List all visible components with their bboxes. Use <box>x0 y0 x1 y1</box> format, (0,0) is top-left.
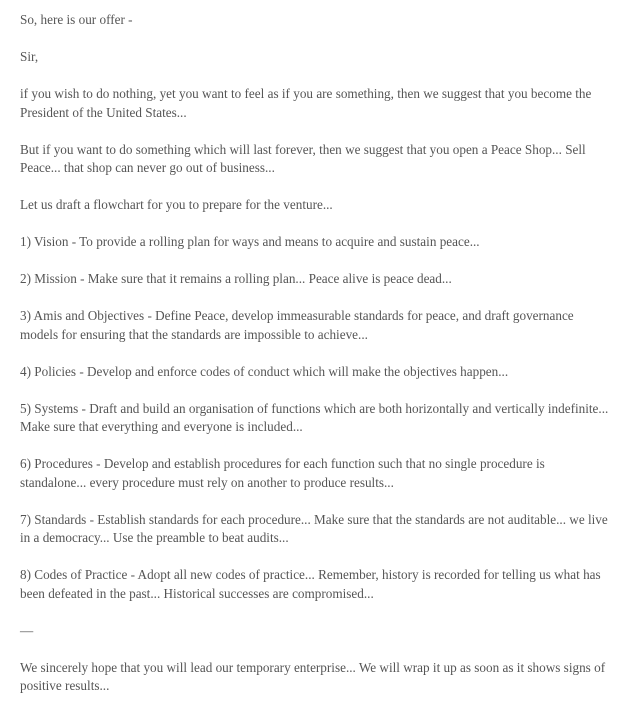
intro-line: So, here is our offer - <box>20 12 133 27</box>
salutation: Sir, <box>20 49 39 64</box>
list-item-mission: 2) Mission - Make sure that it remains a rolling plan... Peace alive is peace dead... <box>20 271 452 286</box>
closing-paragraph: We sincerely hope that you will lead our temporary enterprise... We will wrap it up as soon as it shows signs of positive results... <box>20 659 606 693</box>
paragraph-peace-shop: But if you want to do something which will last forever, then we suggest that you open a Peace Shop... Sell Peace... that shop can never go out of business... <box>20 141 586 175</box>
paragraph-flowchart: Let us draft a flowchart for you to prepare for the venture... <box>20 197 333 212</box>
list-item-standards: 7) Standards - Establish standards for each procedure... Make sure that the standards are not auditable... we live in a democracy... Use the preamble to beat audits... <box>20 511 608 545</box>
list-item-procedures: 6) Procedures - Develop and establish procedures for each function such that no single procedure is standalone... every procedure must rely on another to produce results... <box>20 456 545 490</box>
paragraph-president: if you wish to do nothing, yet you want to feel as if you are something, then we suggest that you become the President of the United States... <box>20 86 592 120</box>
list-item-codes-of-practice: 8) Codes of Practice - Adopt all new codes of practice... Remember, history is recorded for telling us what has been defeated in the past... Historical successes are compromised... <box>20 567 601 601</box>
list-item-vision: 1) Vision - To provide a rolling plan for ways and means to acquire and sustain peace... <box>20 234 480 249</box>
list-item-policies: 4) Policies - Develop and enforce codes of conduct which will make the objectives happen... <box>20 363 509 379</box>
list-item-systems: 5) Systems - Draft and build an organisation of functions which are both horizontally and vertically indefinite... Make sure that everything and everyone is included... <box>20 400 609 434</box>
separator: — <box>20 622 34 638</box>
list-item-aims-objectives: 3) Amis and Objectives - Define Peace, develop immeasurable standards for peace, and draft governance models for ensuring that the standards are impossible to achieve... <box>20 308 574 342</box>
